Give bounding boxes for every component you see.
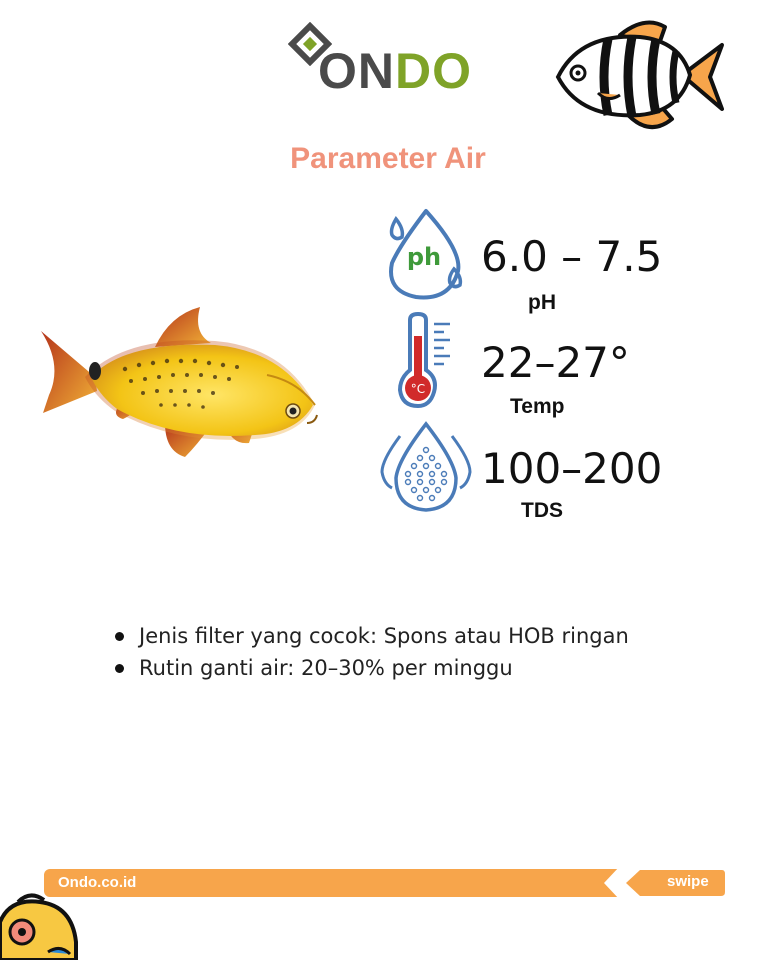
swipe-button[interactable]: swipe	[667, 873, 709, 890]
ph-drop-icon	[380, 205, 472, 301]
bullet-icon	[115, 664, 124, 673]
thermometer-icon	[380, 312, 472, 408]
tip-text: Rutin ganti air: 20–30% per minggu	[139, 656, 513, 680]
logo-text-on: ON	[318, 43, 395, 99]
brand-logo	[288, 22, 488, 102]
page-title: Parameter Air	[290, 142, 486, 175]
svg-text:ph: ph	[406, 243, 442, 271]
svg-text:°C: °C	[410, 382, 426, 396]
logo-wordmark	[318, 43, 472, 99]
swipe-arrow-shape-icon	[600, 864, 730, 902]
striped-fish-illustration-icon	[550, 15, 730, 140]
tip-text: Jenis filter yang cocok: Spons atau HOB ringan	[139, 624, 629, 648]
temp-value: 22–27°	[481, 338, 630, 387]
bullet-icon	[115, 632, 124, 641]
list-item	[113, 620, 629, 652]
tips-list	[113, 620, 629, 684]
footer-site-link[interactable]: Ondo.co.id	[58, 874, 137, 891]
ph-value: 6.0 – 7.5	[481, 232, 663, 281]
golden-barb-fish-image	[35, 305, 325, 465]
tds-drops-icon	[380, 420, 472, 516]
logo-text-do: DO	[395, 43, 472, 99]
tds-label: TDS	[521, 499, 563, 522]
mascot-icon	[0, 892, 80, 960]
ph-label: pH	[528, 291, 556, 314]
temp-label: Temp	[510, 395, 565, 418]
list-item	[113, 652, 629, 684]
tds-value: 100–200	[481, 444, 663, 493]
